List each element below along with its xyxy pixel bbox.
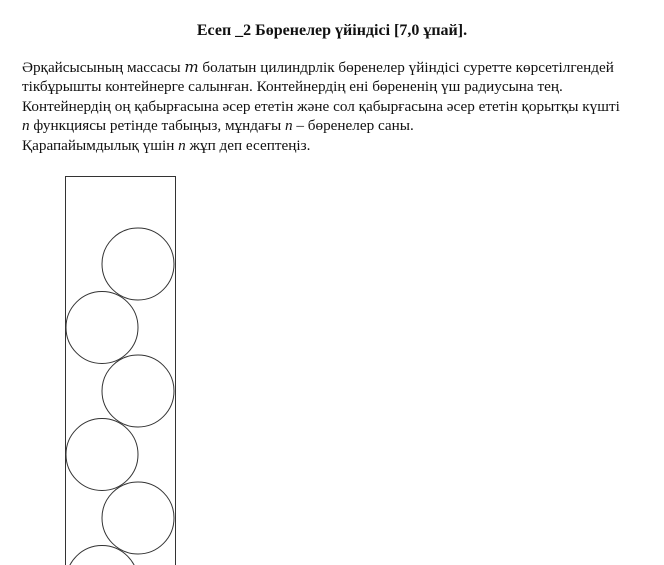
statement-text: – бөренелер саны. <box>292 117 414 135</box>
statement-line-2: тікбұрышты контейнерге салынған. Контейнердің ені бөрененің үш радиусына тең. <box>22 78 563 96</box>
problem-title: Есеп _2 Бөренелер үйіндісі [7,0 ұпай]. <box>196 22 468 39</box>
log-circle <box>102 482 174 554</box>
log-circle <box>102 355 174 427</box>
log-circle <box>66 419 138 491</box>
statement-text: Қарапайымдылық үшін <box>22 136 179 154</box>
logs-group <box>66 228 174 565</box>
mass-variable: m <box>184 58 199 76</box>
n-variable: n <box>178 136 186 154</box>
statement-line-3: Контейнердің оң қабырғасына әсер ететін және сол қабырғасына әсер ететін қорытқы күшті <box>22 97 620 115</box>
n-variable: n <box>22 117 30 135</box>
n-variable: n <box>284 117 293 135</box>
statement-text: Әрқайсысының массасы <box>22 59 185 76</box>
statement-text: болатын цилиндрлік бөренелер үйіндісі суретте көрсетілгендей <box>198 59 614 76</box>
log-circle <box>102 228 174 300</box>
statement-text: функциясы ретінде табыңыз, мұндағы <box>29 117 285 135</box>
log-circle <box>66 292 138 364</box>
log-circle <box>66 546 138 565</box>
statement-text: жұп деп есептеңіз. <box>185 136 311 154</box>
